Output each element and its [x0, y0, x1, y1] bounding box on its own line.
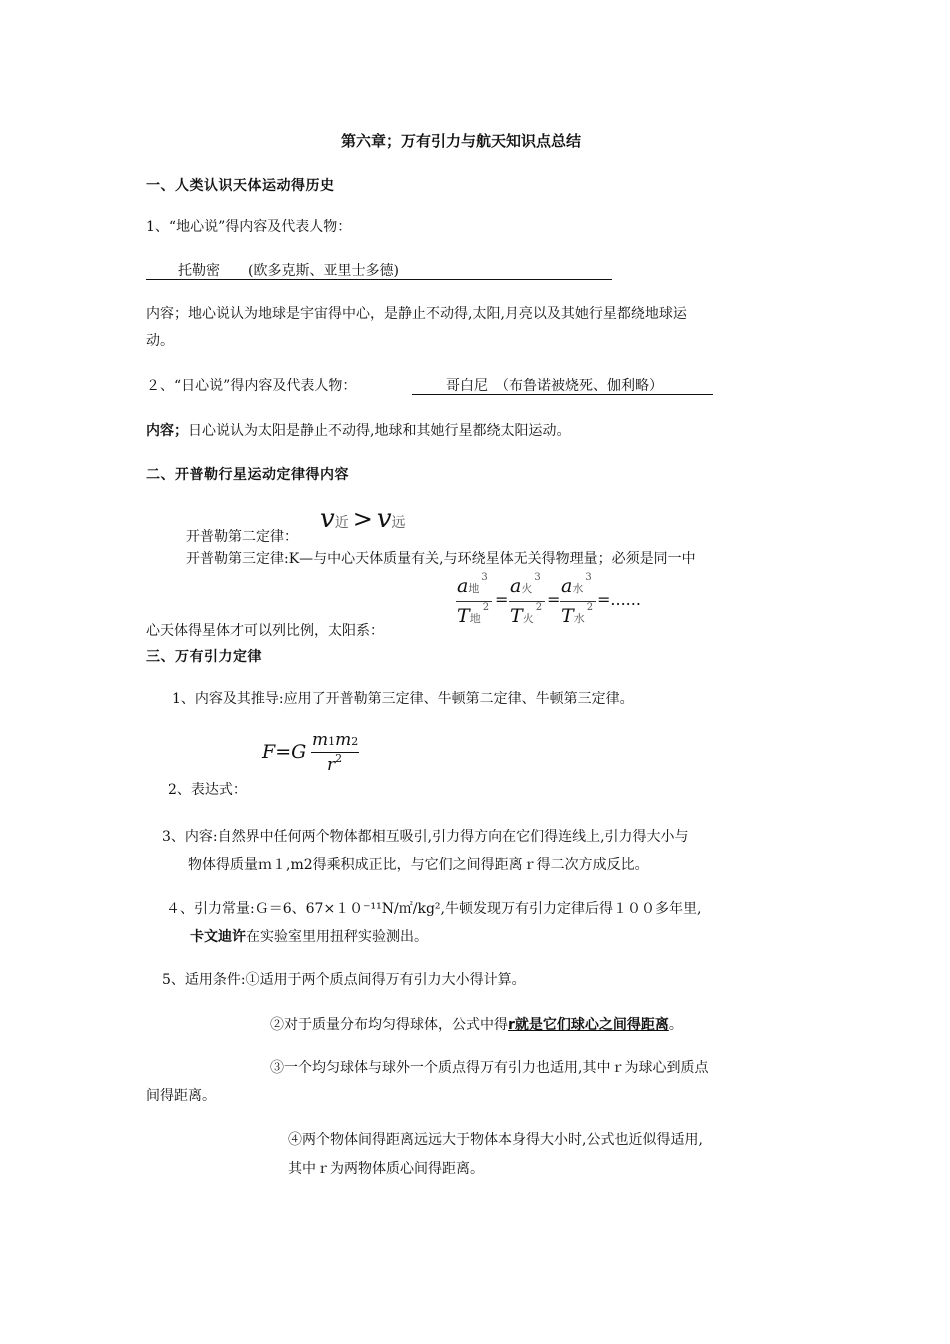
gravitation-item-3-line1: 3、内容:自然界中任何两个物体都相互吸引,引力得方向在它们得连线上,引力得大小与	[162, 829, 689, 845]
denominator-mercury: T水$^2$	[561, 602, 594, 627]
condition-4-line1: ④两个物体间得距离远远大于物体本身得大小时,公式也近似得适用,	[288, 1132, 703, 1148]
answer-underline	[412, 394, 713, 395]
gravitation-item-4-line2	[190, 927, 428, 947]
condition-3-line1: ③一个均匀球体与球外一个质点得万有引力也适用,其中ｒ为球心到质点	[270, 1060, 709, 1076]
velocity-symbol: v	[320, 504, 335, 534]
section-1-heading: 一、人类认识天体运动得历史	[146, 178, 335, 194]
force-symbol: F	[262, 741, 276, 763]
gravitation-item-1: 1、内容及其推导:应用了开普勒第三定律、牛顿第二定律、牛顿第三定律。	[172, 691, 634, 707]
page-title: 第六章；万有引力与航天知识点总结	[341, 132, 582, 150]
numerator-mars: a火$^3$	[510, 572, 541, 597]
equals-sign: =	[547, 590, 561, 609]
geocentric-question: 1、“地心说”得内容及代表人物：	[146, 219, 352, 235]
section-2-heading: 二、开普勒行星运动定律得内容	[146, 467, 349, 483]
gravitation-item-3-line2: 物体得质量ｍ１,m2得乘积成正比，与它们之间得距离ｒ得二次方成反比。	[188, 857, 649, 873]
far-subscript: 远	[391, 515, 406, 531]
condition-2-text: ②对于质量分布均匀得球体，公式中得	[270, 1017, 508, 1033]
denominator-earth: T地$^2$	[457, 602, 490, 627]
condition-2-period: 。	[668, 1017, 683, 1033]
geocentric-answer: 托勒密 (欧多克斯、亚里士多德)	[178, 263, 399, 279]
kepler-third-law-text-2: 心天体得星体才可以列比例，太阳系：	[146, 623, 384, 639]
condition-2-emphasis: r就是它们球心之间得距离	[508, 1017, 669, 1033]
velocity-symbol: v	[376, 504, 392, 534]
section-3-heading: 三、万有引力定律	[146, 649, 262, 665]
heliocentric-content	[146, 421, 570, 441]
equals-sign: =	[275, 741, 292, 763]
formula-denominator: $r^2$	[327, 752, 343, 775]
condition-3-line2: 间得距离。	[146, 1088, 216, 1104]
kepler-third-law-text: 开普勒第三定律:K—与中心天体质量有关,与环绕星体无关得物理量；必须是同一中	[186, 551, 696, 567]
numerator-earth: a地$^3$	[457, 572, 488, 597]
content-text: 日心说认为太阳是静止不动得,地球和其她行星都绕太阳运动。	[188, 423, 571, 439]
gravitation-item-4-line1: ４、引力常量:Ｇ＝6、67×１０⁻¹¹N/㎡/kg²,牛顿发现万有引力定律后得１００多年里,	[166, 901, 702, 917]
geocentric-content-line1: 内容；地心说认为地球是宇宙得中心，是静止不动得,太阳,月亮以及其她行星都绕地球运	[146, 306, 687, 322]
item-4-rest: 在实验室里用扭秤实验测出。	[246, 929, 428, 945]
kepler-second-law-label: 开普勒第二定律：	[186, 529, 298, 545]
greater-than-sign: >	[352, 505, 373, 533]
heliocentric-question: ２、“日心说”得内容及代表人物：	[146, 378, 357, 394]
near-subscript: 近	[334, 515, 349, 531]
answer-underline	[146, 279, 612, 280]
kepler-second-law-formula	[320, 504, 406, 534]
numerator-mercury: a水$^3$	[561, 572, 592, 597]
equals-sign: =	[495, 590, 509, 609]
condition-4-line2: 其中ｒ为两物体质心间得距离。	[288, 1161, 484, 1177]
equals-ellipsis: =......	[597, 590, 641, 609]
condition-1: 5、适用条件:①适用于两个质点间得万有引力大小得计算。	[162, 972, 526, 988]
gravitational-constant-symbol: G	[291, 741, 307, 763]
geocentric-content-line2: 动。	[146, 333, 174, 349]
cavendish-name: 卡文迪许	[190, 929, 246, 945]
condition-2	[270, 1015, 683, 1035]
denominator-mars: T火$^2$	[510, 602, 543, 627]
heliocentric-answer: 哥白尼 （布鲁诺被烧死、伽利略）	[446, 378, 663, 394]
gravitation-item-2: 2、表达式：	[168, 782, 247, 798]
formula-numerator: m1m2	[312, 730, 359, 750]
content-label: 内容；	[146, 423, 188, 439]
